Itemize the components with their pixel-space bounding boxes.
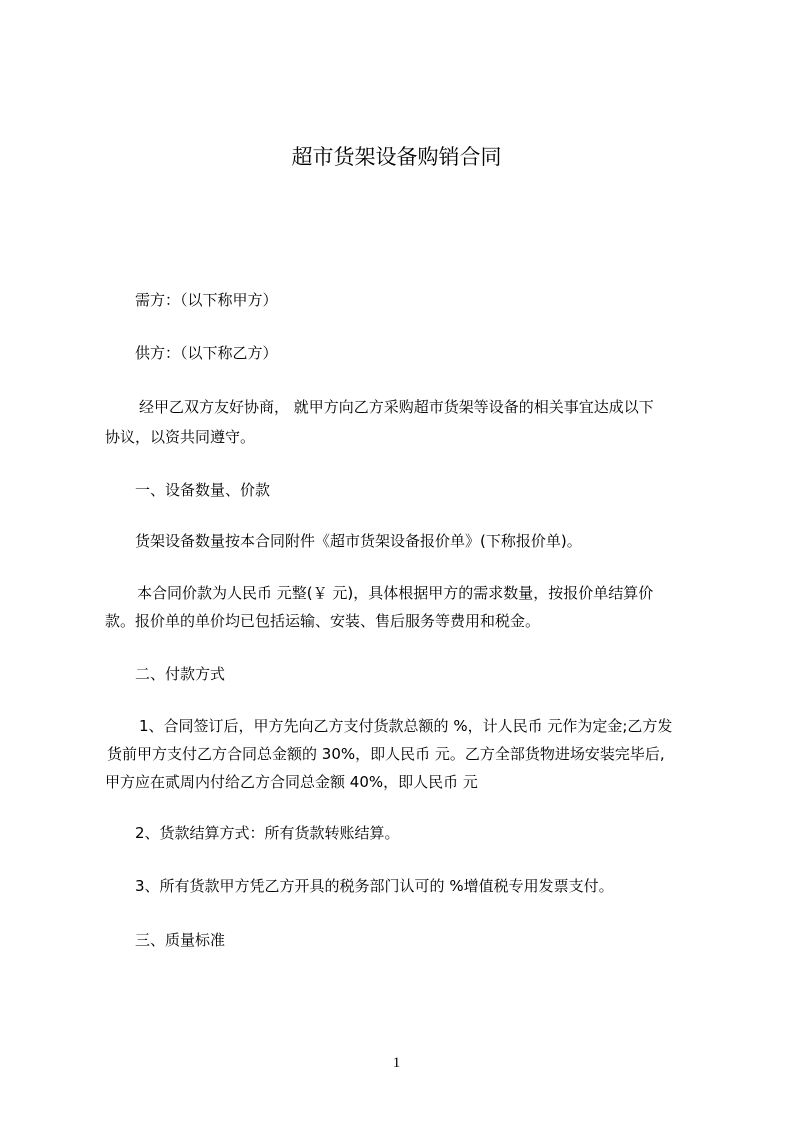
section-2-paragraph-3: 3、所有货款甲方凭乙方开具的税务部门认可的 %增值税专用发票支付。 [135, 877, 614, 895]
section-2-paragraph-2: 2、货款结算方式：所有货款转账结算。 [135, 824, 400, 842]
buyer-line: 需方：（以下称甲方） [135, 291, 278, 309]
section-1-paragraph-2-line-2: 款。报价单的单价均已包括运输、安装、售后服务等费用和税金。 [105, 612, 541, 630]
seller-line: 供方：（以下称乙方） [135, 344, 278, 362]
page-number: 1 [392, 1055, 401, 1071]
document-title: 超市货架设备购销合同 [291, 145, 502, 169]
section-1-paragraph-1: 货架设备数量按本合同附件《超市货架设备报价单》(下称报价单)。 [135, 532, 582, 550]
intro-line-2: 协议，以资共同遵守。 [105, 428, 256, 446]
section-3-heading: 三、质量标准 [135, 931, 226, 949]
section-1-paragraph-2-line-1: 本合同价款为人民币 元整(￥ 元)，具体根据甲方的需求数量，按报价单结算价 [137, 584, 654, 602]
section-2-paragraph-1-line-3: 甲方应在贰周内付给乙方合同总金额 40%，即人民币 元 [105, 773, 478, 791]
section-2-heading: 二、付款方式 [135, 665, 226, 683]
section-1-heading: 一、设备数量、价款 [135, 481, 271, 499]
section-2-paragraph-1-line-1: 1、合同签订后，甲方先向乙方支付货款总额的 %，计人民币 元作为定金;乙方发 [139, 717, 673, 735]
section-2-paragraph-1-line-2: 货前甲方支付乙方合同总金额的 30%，即人民币 元。乙方全部货物进场安装完毕后, [107, 745, 665, 763]
intro-line-1: 经甲乙双方友好协商， 就甲方向乙方采购超市货架等设备的相关事宜达成以下 [139, 398, 654, 416]
